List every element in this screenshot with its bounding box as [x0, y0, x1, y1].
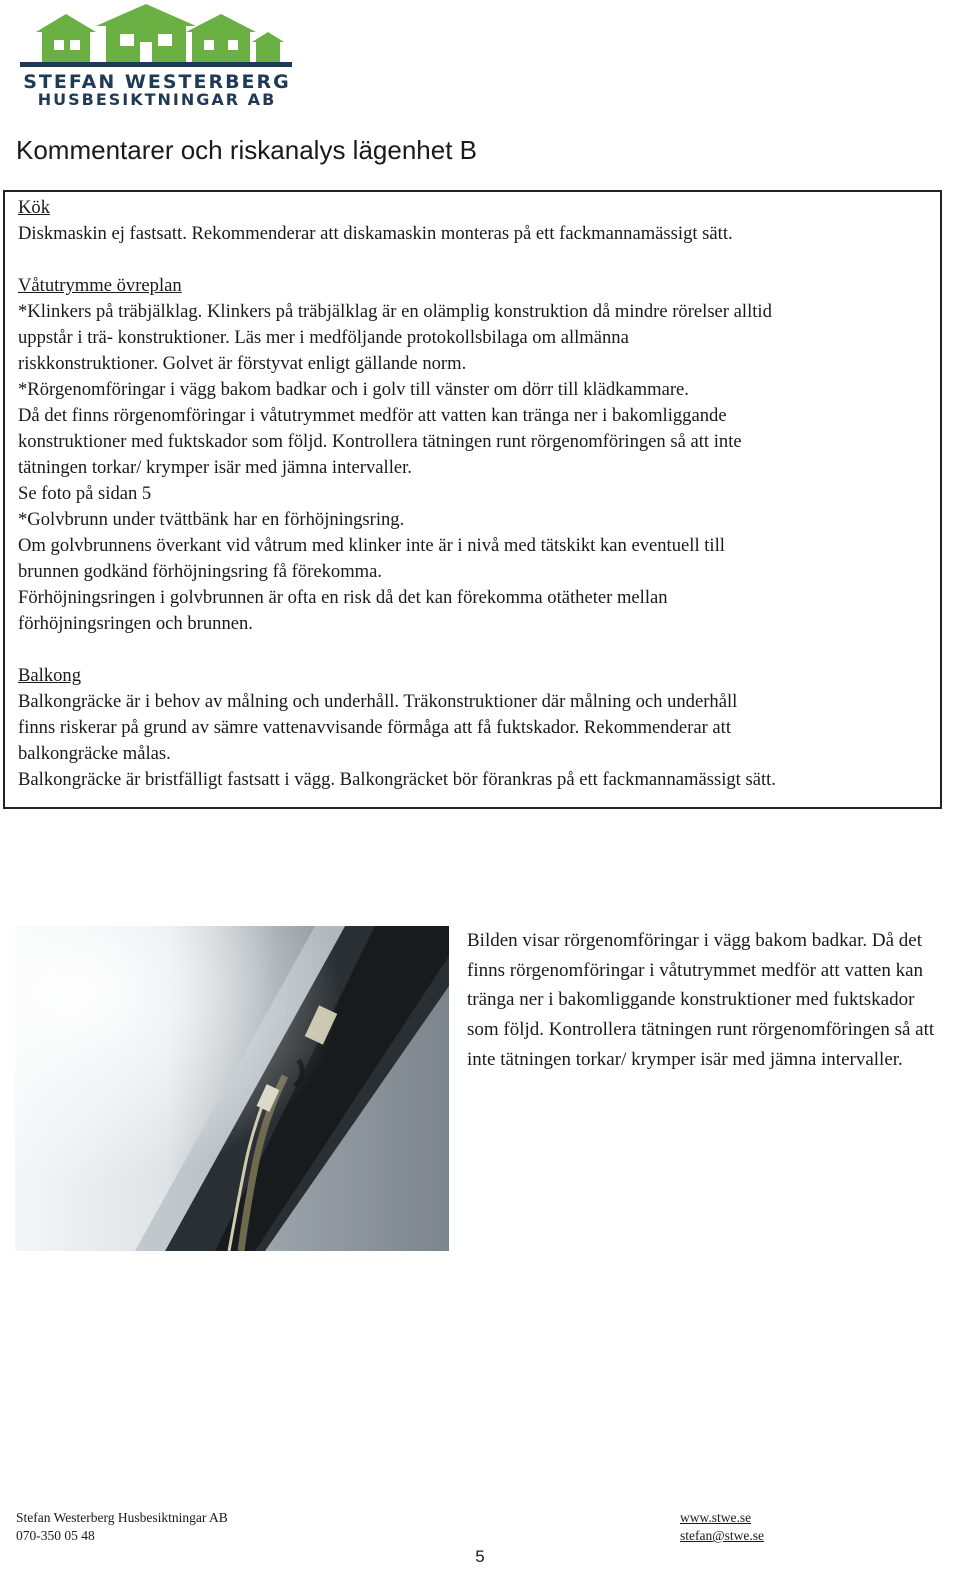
footer-contact [680, 1509, 764, 1545]
text-line: Om golvbrunnens överkant vid våtrum med klinker inte är i nivå med tätskikt kan eventuell till [18, 535, 725, 556]
footer-website-link[interactable]: www.stwe.se [680, 1510, 752, 1525]
footer-company: Stefan Westerberg Husbesiktningar AB [16, 1510, 228, 1525]
text-line: uppstår i trä- konstruktioner. Läs mer i medföljande protokollsbilaga om allmänna [18, 327, 629, 348]
house-logo-icon [16, 2, 296, 74]
text-line: Balkongräcke är bristfälligt fastsatt i vägg. Balkongräcket bör förankras på ett fackmannamässigt sätt. [18, 769, 776, 790]
section-heading-vatutrymme: Våtutrymme övreplan [18, 275, 182, 296]
text-line: Då det finns rörgenomföringar i våtutrymmet medför att vatten kan tränga ner i bakomliggande [18, 405, 727, 426]
text-line: Förhöjningsringen i golvbrunnen är ofta en risk då det kan förekomma otätheter mellan [18, 587, 668, 608]
text-line: Se foto på sidan 5 [18, 483, 152, 504]
footer-email-link[interactable]: stefan@stwe.se [680, 1528, 765, 1543]
photo-image [15, 926, 449, 1251]
text-line: *Klinkers på träbjälklag. Klinkers på träbjälklag är en olämplig konstruktion då mindre rörelser alltid [18, 301, 772, 322]
text-line: riskkonstruktioner. Golvet är förstyvat enligt gällande norm. [18, 353, 467, 374]
text-line: tätningen torkar/ krymper isär med jämna intervaller. [18, 457, 412, 478]
text-line: *Rörgenomföringar i vägg bakom badkar och i golv till vänster om dörr till klädkammare. [18, 379, 689, 400]
text-line: finns riskerar på grund av sämre vattenavvisande förmåga att få fuktskador. Rekommenderar att [18, 717, 732, 738]
photo-caption: Bilden visar rörgenomföringar i vägg bakom badkar. Då det finns rörgenomföringar i våtutrymmet medför att vatten kan tränga ner i bakomliggande konstruktioner med fuktskador som följd. Kontrollera tätningen runt rörgenomföringen så att inte tätningen torkar/ krymper isär med jämna intervaller. [467, 930, 935, 1070]
text-line: konstruktioner med fuktskador som följd. Kontrollera tätningen runt rörgenomföringen så att inte [18, 431, 742, 452]
company-logo [16, 2, 296, 110]
text-line: Balkongräcke är i behov av målning och underhåll. Träkonstruktioner där målning och underhåll [18, 691, 738, 712]
page-number: 5 [475, 1547, 485, 1566]
text-line: *Golvbrunn under tvättbänk har en förhöjningsring. [18, 509, 405, 530]
text-line: balkongräcke målas. [18, 743, 171, 764]
comments-box [3, 190, 942, 809]
text-line: Diskmaskin ej fastsatt. Rekommenderar att diskamaskin monteras på ett fackmannamässigt sätt. [18, 223, 733, 244]
logo-line1: STEFAN WESTERBERG [23, 71, 291, 93]
pipe-penetration-photo [15, 926, 449, 1251]
footer-company-info [16, 1509, 228, 1545]
page-title: Kommentarer och riskanalys lägenhet B [16, 135, 478, 165]
section-heading-balkong: Balkong [18, 665, 82, 686]
logo-line2: HUSBESIKTNINGAR AB [37, 90, 277, 109]
footer-phone: 070-350 05 48 [16, 1528, 95, 1543]
text-line: förhöjningsringen och brunnen. [18, 613, 253, 634]
section-heading-kok: Kök [18, 197, 51, 218]
text-line: brunnen godkänd förhöjningsring få förekomma. [18, 561, 383, 582]
